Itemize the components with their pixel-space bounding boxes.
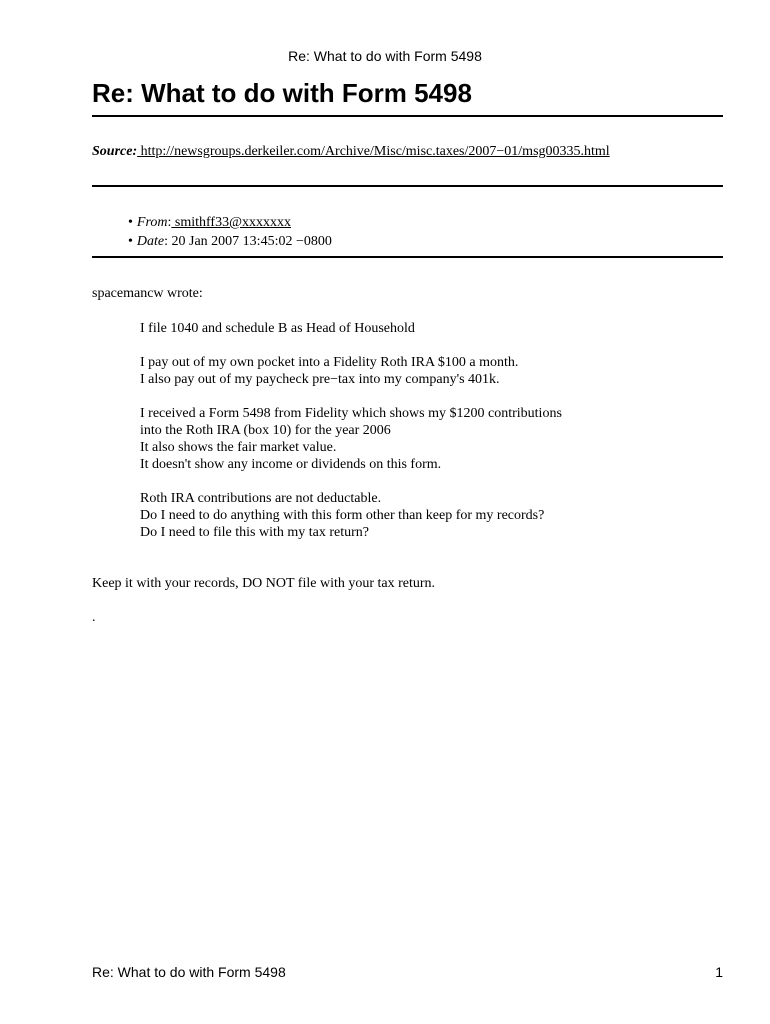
meta-date-item bbox=[128, 232, 332, 251]
quote-attribution: spacemancw wrote: bbox=[92, 286, 203, 301]
meta-divider bbox=[92, 256, 723, 258]
quote-line: into the Roth IRA (box 10) for the year 2006 bbox=[140, 423, 391, 438]
date-label: Date bbox=[136, 234, 165, 249]
source-link[interactable]: http://newsgroups.derkeiler.com/Archive/Misc/misc.taxes/2007−01/msg00335.html bbox=[137, 144, 610, 159]
reply-text: Keep it with your records, DO NOT file with your tax return. bbox=[92, 576, 436, 591]
quote-line: I received a Form 5498 from Fidelity which shows my $1200 contributions bbox=[140, 406, 562, 421]
quote-line: I also pay out of my paycheck pre−tax into my company's 401k. bbox=[140, 372, 500, 387]
from-colon: : bbox=[167, 215, 172, 230]
footer-title: Re: What to do with Form 5498 bbox=[92, 964, 286, 980]
quote-line: Roth IRA contributions are not deductable. bbox=[140, 491, 382, 506]
source-line bbox=[92, 144, 610, 160]
source-label: Source: bbox=[92, 144, 138, 159]
trailing-dot: . bbox=[92, 610, 96, 625]
date-value: : 20 Jan 2007 13:45:02 −0800 bbox=[164, 234, 332, 249]
quote-line: I file 1040 and schedule B as Head of Household bbox=[140, 321, 415, 336]
from-label: From bbox=[136, 215, 168, 230]
quote-paragraph-1 bbox=[140, 320, 562, 337]
quote-line: Do I need to do anything with this form other than keep for my records? bbox=[140, 508, 545, 523]
quote-paragraph-2 bbox=[140, 354, 562, 388]
running-header: Re: What to do with Form 5498 bbox=[288, 48, 482, 64]
page-title: Re: What to do with Form 5498 bbox=[92, 78, 472, 108]
meta-from-item bbox=[128, 213, 332, 232]
quoted-message bbox=[140, 320, 562, 541]
title-divider bbox=[92, 115, 723, 117]
quote-line: It doesn't show any income or dividends on this form. bbox=[140, 457, 442, 472]
quote-line: It also shows the fair market value. bbox=[140, 440, 337, 455]
quote-paragraph-3 bbox=[140, 405, 562, 473]
source-divider bbox=[92, 185, 723, 187]
quote-line: I pay out of my own pocket into a Fidelity Roth IRA $100 a month. bbox=[140, 355, 519, 370]
page-number: 1 bbox=[715, 964, 723, 980]
message-meta-list bbox=[128, 213, 332, 251]
quote-paragraph-4 bbox=[140, 490, 562, 541]
from-email-link[interactable]: smithff33@xxxxxxx bbox=[171, 215, 291, 230]
quote-line: Do I need to file this with my tax return? bbox=[140, 525, 369, 540]
